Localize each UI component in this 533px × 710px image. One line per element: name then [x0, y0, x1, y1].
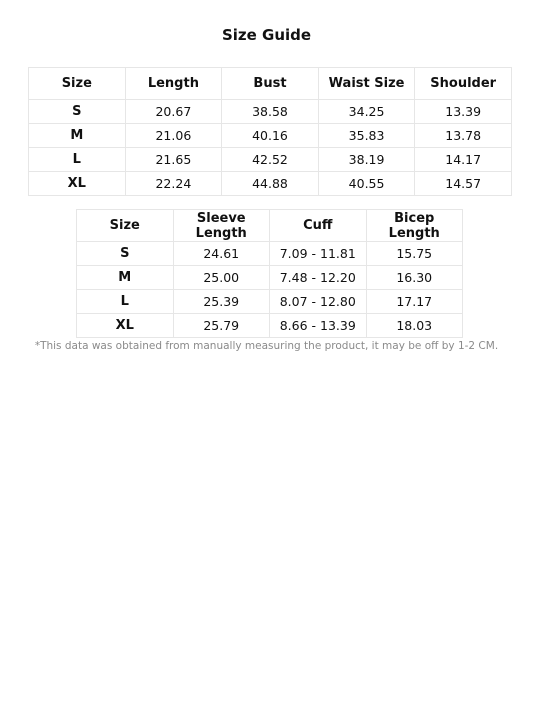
size-cell: M [29, 124, 126, 148]
size-cell: S [29, 100, 126, 124]
sleeve-measurements-table [76, 209, 463, 338]
header-sleeve-length: Sleeve Length [173, 210, 270, 242]
waist-cell: 35.83 [318, 124, 415, 148]
table-row [29, 100, 512, 124]
header-bust: Bust [222, 68, 319, 100]
table-row [29, 172, 512, 196]
shoulder-cell: 14.17 [415, 148, 512, 172]
size-cell: XL [77, 314, 174, 338]
header-waist-size: Waist Size [318, 68, 415, 100]
length-cell: 20.67 [125, 100, 222, 124]
bust-cell: 38.58 [222, 100, 319, 124]
waist-cell: 38.19 [318, 148, 415, 172]
table-row [77, 242, 463, 266]
header-size: Size [29, 68, 126, 100]
bust-cell: 44.88 [222, 172, 319, 196]
size-cell: XL [29, 172, 126, 196]
table-row [77, 266, 463, 290]
shoulder-cell: 13.39 [415, 100, 512, 124]
length-cell: 21.06 [125, 124, 222, 148]
bust-cell: 40.16 [222, 124, 319, 148]
table-row [77, 290, 463, 314]
bicep-length-cell: 17.17 [366, 290, 463, 314]
size-cell: M [77, 266, 174, 290]
size-cell: L [29, 148, 126, 172]
bicep-length-cell: 15.75 [366, 242, 463, 266]
sleeve-length-cell: 25.39 [173, 290, 270, 314]
sleeve-length-cell: 25.00 [173, 266, 270, 290]
table-row [77, 314, 463, 338]
header-size: Size [77, 210, 174, 242]
bicep-length-cell: 16.30 [366, 266, 463, 290]
length-cell: 21.65 [125, 148, 222, 172]
cuff-cell: 8.66 - 13.39 [270, 314, 367, 338]
table-header-row [77, 210, 463, 242]
size-cell: S [77, 242, 174, 266]
measurement-disclaimer: *This data was obtained from manually measuring the product, it may be off by 1-2 CM. [34, 340, 499, 352]
length-cell: 22.24 [125, 172, 222, 196]
header-bicep-length: Bicep Length [366, 210, 463, 242]
cuff-cell: 8.07 - 12.80 [270, 290, 367, 314]
header-shoulder: Shoulder [415, 68, 512, 100]
cuff-cell: 7.09 - 11.81 [270, 242, 367, 266]
shoulder-cell: 13.78 [415, 124, 512, 148]
shoulder-cell: 14.57 [415, 172, 512, 196]
sleeve-length-cell: 25.79 [173, 314, 270, 338]
table-row [29, 148, 512, 172]
header-length: Length [125, 68, 222, 100]
table-header-row [29, 68, 512, 100]
bicep-length-cell: 18.03 [366, 314, 463, 338]
cuff-cell: 7.48 - 12.20 [270, 266, 367, 290]
bust-cell: 42.52 [222, 148, 319, 172]
waist-cell: 40.55 [318, 172, 415, 196]
body-measurements-table [28, 67, 512, 196]
header-cuff: Cuff [270, 210, 367, 242]
sleeve-length-cell: 24.61 [173, 242, 270, 266]
waist-cell: 34.25 [318, 100, 415, 124]
size-cell: L [77, 290, 174, 314]
page-title: Size Guide [221, 26, 312, 44]
table-row [29, 124, 512, 148]
